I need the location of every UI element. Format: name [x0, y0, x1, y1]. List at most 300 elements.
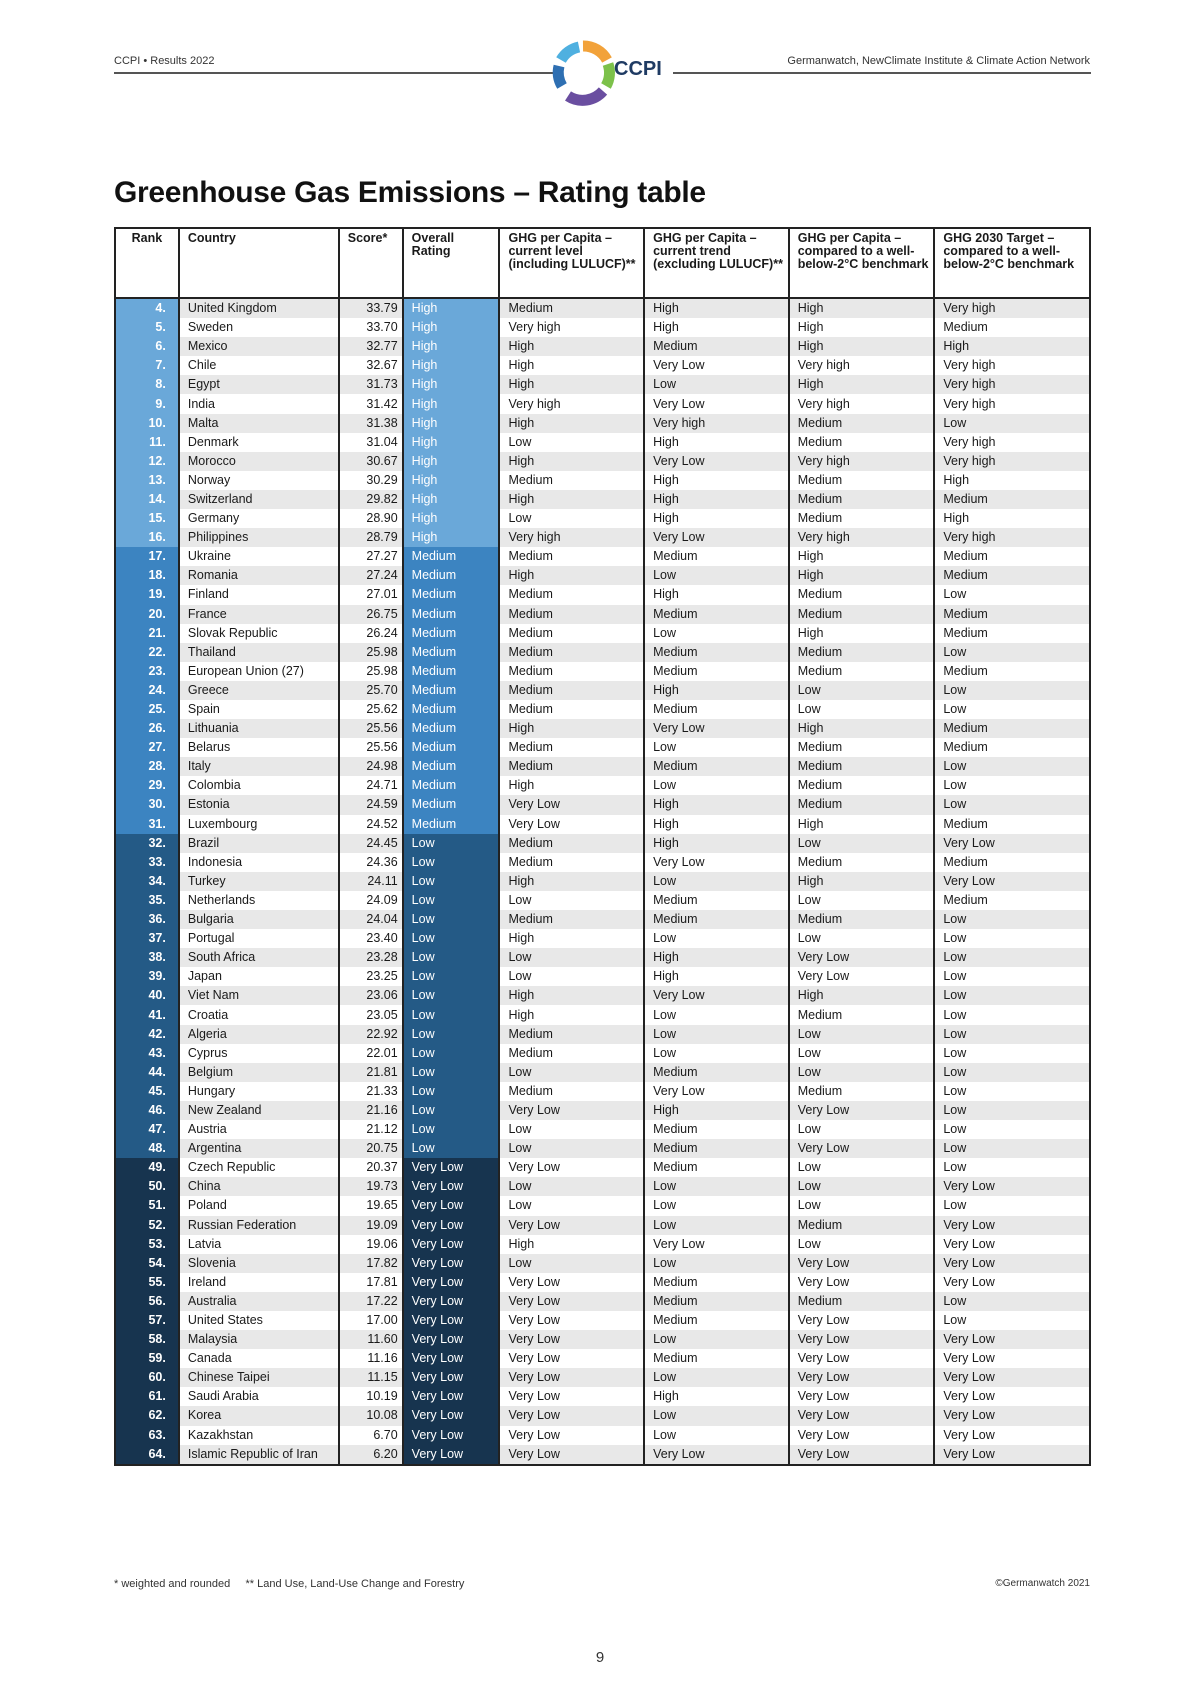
ghg-2030-target-cell: Low	[934, 1005, 1090, 1024]
country-cell: Belarus	[179, 738, 339, 757]
ghg-2030-target-cell: Very Low	[934, 1368, 1090, 1387]
ghg-current-trend-cell: Medium	[644, 1063, 789, 1082]
table-row	[115, 1235, 1090, 1254]
rank-cell: 29.	[115, 776, 179, 795]
table-row	[115, 298, 1090, 318]
rank-cell: 55.	[115, 1273, 179, 1292]
score-cell: 23.25	[339, 967, 403, 986]
score-cell: 25.56	[339, 719, 403, 738]
ghg-2030-target-cell: Low	[934, 414, 1090, 433]
overall-rating-cell: Medium	[403, 795, 500, 814]
overall-rating-cell: Medium	[403, 681, 500, 700]
ghg-2030-target-cell: Low	[934, 776, 1090, 795]
ghg-2030-target-cell: Medium	[934, 738, 1090, 757]
overall-rating-cell: Very Low	[403, 1311, 500, 1330]
ghg-current-trend-cell: Medium	[644, 547, 789, 566]
country-cell: India	[179, 394, 339, 413]
rank-cell: 16.	[115, 528, 179, 547]
ghg-current-level-cell: Low	[499, 509, 644, 528]
ghg-current-trend-cell: Low	[644, 776, 789, 795]
overall-rating-cell: Very Low	[403, 1254, 500, 1273]
table-row	[115, 1387, 1090, 1406]
ghg-current-trend-cell: Medium	[644, 1292, 789, 1311]
overall-rating-cell: Low	[403, 948, 500, 967]
overall-rating-cell: Medium	[403, 643, 500, 662]
country-cell: Australia	[179, 1292, 339, 1311]
table-row	[115, 776, 1090, 795]
rank-cell: 62.	[115, 1406, 179, 1425]
country-cell: Finland	[179, 585, 339, 604]
country-cell: Kazakhstan	[179, 1426, 339, 1445]
country-cell: China	[179, 1177, 339, 1196]
country-cell: Luxembourg	[179, 815, 339, 834]
ghg-current-level-cell: High	[499, 490, 644, 509]
ghg-benchmark-cell: Medium	[789, 1292, 935, 1311]
ghg-current-level-cell: Low	[499, 433, 644, 452]
ghg-current-trend-cell: High	[644, 795, 789, 814]
ghg-current-level-cell: Very Low	[499, 1387, 644, 1406]
ghg-2030-target-cell: Low	[934, 681, 1090, 700]
ghg-current-level-cell: Medium	[499, 298, 644, 318]
table-row	[115, 1044, 1090, 1063]
overall-rating-cell: Medium	[403, 662, 500, 681]
rank-cell: 37.	[115, 929, 179, 948]
ghg-2030-target-cell: Very Low	[934, 872, 1090, 891]
overall-rating-cell: Low	[403, 1044, 500, 1063]
overall-rating-cell: Medium	[403, 585, 500, 604]
score-cell: 24.09	[339, 891, 403, 910]
overall-rating-cell: Very Low	[403, 1349, 500, 1368]
ghg-benchmark-cell: High	[789, 624, 935, 643]
rank-cell: 33.	[115, 853, 179, 872]
ghg-current-trend-cell: Medium	[644, 605, 789, 624]
score-cell: 10.19	[339, 1387, 403, 1406]
score-cell: 31.42	[339, 394, 403, 413]
score-cell: 32.67	[339, 356, 403, 375]
table-row	[115, 853, 1090, 872]
col-header-ghg-current-level: GHG per Capita – current level (including LULUCF)**	[499, 228, 644, 298]
table-row	[115, 815, 1090, 834]
ghg-benchmark-cell: High	[789, 298, 935, 318]
country-cell: New Zealand	[179, 1101, 339, 1120]
score-cell: 23.05	[339, 1005, 403, 1024]
ghg-benchmark-cell: Medium	[789, 471, 935, 490]
ghg-benchmark-cell: Medium	[789, 738, 935, 757]
country-cell: European Union (27)	[179, 662, 339, 681]
table-row	[115, 624, 1090, 643]
ghg-2030-target-cell: Very high	[934, 375, 1090, 394]
score-cell: 21.12	[339, 1120, 403, 1139]
table-row	[115, 337, 1090, 356]
overall-rating-cell: High	[403, 414, 500, 433]
ghg-current-level-cell: Very high	[499, 528, 644, 547]
ghg-benchmark-cell: Medium	[789, 910, 935, 929]
ghg-benchmark-cell: Medium	[789, 605, 935, 624]
overall-rating-cell: Low	[403, 910, 500, 929]
table-row	[115, 547, 1090, 566]
rank-cell: 54.	[115, 1254, 179, 1273]
ghg-current-level-cell: High	[499, 452, 644, 471]
ghg-2030-target-cell: Medium	[934, 719, 1090, 738]
overall-rating-cell: High	[403, 528, 500, 547]
ghg-current-trend-cell: Low	[644, 738, 789, 757]
overall-rating-cell: Low	[403, 1063, 500, 1082]
country-cell: South Africa	[179, 948, 339, 967]
score-cell: 24.52	[339, 815, 403, 834]
score-cell: 19.09	[339, 1216, 403, 1235]
ghg-2030-target-cell: Medium	[934, 853, 1090, 872]
ghg-current-level-cell: Medium	[499, 585, 644, 604]
ghg-current-level-cell: Medium	[499, 834, 644, 853]
ghg-current-level-cell: Low	[499, 891, 644, 910]
ghg-benchmark-cell: Low	[789, 1158, 935, 1177]
table-row	[115, 414, 1090, 433]
ghg-benchmark-cell: Very Low	[789, 1368, 935, 1387]
country-cell: Latvia	[179, 1235, 339, 1254]
country-cell: Chile	[179, 356, 339, 375]
overall-rating-cell: Low	[403, 834, 500, 853]
overall-rating-cell: Very Low	[403, 1426, 500, 1445]
table-body	[115, 298, 1090, 1465]
ghg-benchmark-cell: Medium	[789, 1216, 935, 1235]
ghg-2030-target-cell: Low	[934, 1196, 1090, 1215]
ghg-current-trend-cell: Medium	[644, 700, 789, 719]
ghg-current-trend-cell: Medium	[644, 1139, 789, 1158]
rank-cell: 5.	[115, 318, 179, 337]
rank-cell: 47.	[115, 1120, 179, 1139]
score-cell: 21.16	[339, 1101, 403, 1120]
col-header-overall-rating: Overall Rating	[403, 228, 500, 298]
country-cell: Malta	[179, 414, 339, 433]
ghg-benchmark-cell: Very Low	[789, 1139, 935, 1158]
ghg-current-level-cell: Very Low	[499, 1216, 644, 1235]
table-header-row	[115, 228, 1090, 298]
score-cell: 19.06	[339, 1235, 403, 1254]
score-cell: 27.24	[339, 566, 403, 585]
table-row	[115, 1120, 1090, 1139]
ghg-benchmark-cell: High	[789, 815, 935, 834]
ghg-current-level-cell: Medium	[499, 1082, 644, 1101]
ghg-current-level-cell: High	[499, 375, 644, 394]
ghg-benchmark-cell: Low	[789, 1120, 935, 1139]
table-row	[115, 605, 1090, 624]
ghg-current-level-cell: Medium	[499, 662, 644, 681]
ghg-current-trend-cell: High	[644, 815, 789, 834]
ghg-2030-target-cell: Low	[934, 700, 1090, 719]
ghg-benchmark-cell: Low	[789, 1063, 935, 1082]
ghg-current-trend-cell: Low	[644, 1330, 789, 1349]
country-cell: Philippines	[179, 528, 339, 547]
rank-cell: 46.	[115, 1101, 179, 1120]
ghg-current-trend-cell: Very Low	[644, 1235, 789, 1254]
header-divider-left	[114, 72, 559, 74]
overall-rating-cell: Medium	[403, 566, 500, 585]
ghg-current-level-cell: High	[499, 776, 644, 795]
ghg-current-trend-cell: High	[644, 509, 789, 528]
overall-rating-cell: Medium	[403, 815, 500, 834]
ghg-current-level-cell: Low	[499, 1177, 644, 1196]
ghg-benchmark-cell: Medium	[789, 662, 935, 681]
rank-cell: 42.	[115, 1025, 179, 1044]
ghg-current-trend-cell: Very high	[644, 414, 789, 433]
score-cell: 11.15	[339, 1368, 403, 1387]
overall-rating-cell: High	[403, 394, 500, 413]
table-row	[115, 1082, 1090, 1101]
table-row	[115, 1368, 1090, 1387]
ghg-benchmark-cell: Low	[789, 1235, 935, 1254]
country-cell: Mexico	[179, 337, 339, 356]
ghg-current-trend-cell: High	[644, 1101, 789, 1120]
rank-cell: 19.	[115, 585, 179, 604]
country-cell: United States	[179, 1311, 339, 1330]
ghg-benchmark-cell: High	[789, 719, 935, 738]
ghg-2030-target-cell: High	[934, 471, 1090, 490]
rank-cell: 34.	[115, 872, 179, 891]
ghg-2030-target-cell: Very Low	[934, 1177, 1090, 1196]
ghg-2030-target-cell: Medium	[934, 566, 1090, 585]
ghg-current-level-cell: Medium	[499, 757, 644, 776]
table-row	[115, 967, 1090, 986]
overall-rating-cell: Medium	[403, 700, 500, 719]
ghg-2030-target-cell: Medium	[934, 547, 1090, 566]
ghg-current-level-cell: High	[499, 1235, 644, 1254]
table-row	[115, 433, 1090, 452]
ghg-current-level-cell: Medium	[499, 853, 644, 872]
ghg-current-trend-cell: Medium	[644, 910, 789, 929]
ghg-current-level-cell: Very Low	[499, 1445, 644, 1465]
ghg-current-level-cell: Low	[499, 967, 644, 986]
score-cell: 27.27	[339, 547, 403, 566]
country-cell: Korea	[179, 1406, 339, 1425]
rank-cell: 26.	[115, 719, 179, 738]
ghg-2030-target-cell: Low	[934, 1101, 1090, 1120]
overall-rating-cell: Low	[403, 1101, 500, 1120]
ghg-2030-target-cell: Very high	[934, 356, 1090, 375]
ghg-current-level-cell: Very high	[499, 394, 644, 413]
country-cell: Russian Federation	[179, 1216, 339, 1235]
ghg-2030-target-cell: Low	[934, 929, 1090, 948]
ghg-2030-target-cell: Low	[934, 1311, 1090, 1330]
score-cell: 32.77	[339, 337, 403, 356]
score-cell: 21.33	[339, 1082, 403, 1101]
score-cell: 11.16	[339, 1349, 403, 1368]
table-row	[115, 471, 1090, 490]
table-row	[115, 1273, 1090, 1292]
score-cell: 23.28	[339, 948, 403, 967]
overall-rating-cell: Low	[403, 872, 500, 891]
table-row	[115, 1445, 1090, 1465]
ghg-2030-target-cell: Very Low	[934, 1387, 1090, 1406]
country-cell: Sweden	[179, 318, 339, 337]
col-header-ghg-benchmark: GHG per Capita – compared to a well-below-2°C benchmark	[789, 228, 935, 298]
score-cell: 6.20	[339, 1445, 403, 1465]
ghg-2030-target-cell: Low	[934, 795, 1090, 814]
ghg-current-trend-cell: High	[644, 834, 789, 853]
rank-cell: 52.	[115, 1216, 179, 1235]
ghg-2030-target-cell: Very high	[934, 298, 1090, 318]
ghg-current-level-cell: Medium	[499, 547, 644, 566]
country-cell: Algeria	[179, 1025, 339, 1044]
ghg-benchmark-cell: High	[789, 986, 935, 1005]
overall-rating-cell: Medium	[403, 738, 500, 757]
ghg-current-trend-cell: Very Low	[644, 394, 789, 413]
country-cell: Greece	[179, 681, 339, 700]
col-header-ghg-2030-target: GHG 2030 Target – compared to a well-below-2°C benchmark	[934, 228, 1090, 298]
score-cell: 24.36	[339, 853, 403, 872]
score-cell: 25.70	[339, 681, 403, 700]
ghg-current-level-cell: Low	[499, 1063, 644, 1082]
ghg-benchmark-cell: High	[789, 375, 935, 394]
ghg-2030-target-cell: Low	[934, 948, 1090, 967]
ghg-current-trend-cell: Low	[644, 1216, 789, 1235]
ghg-2030-target-cell: Very Low	[934, 1406, 1090, 1425]
ghg-2030-target-cell: Medium	[934, 605, 1090, 624]
ghg-current-level-cell: Very Low	[499, 815, 644, 834]
ghg-current-trend-cell: Low	[644, 566, 789, 585]
ghg-current-trend-cell: Low	[644, 1254, 789, 1273]
table-row	[115, 834, 1090, 853]
ghg-current-level-cell: High	[499, 337, 644, 356]
ghg-benchmark-cell: Low	[789, 1044, 935, 1063]
ghg-current-level-cell: High	[499, 566, 644, 585]
country-cell: Croatia	[179, 1005, 339, 1024]
ghg-current-level-cell: Very Low	[499, 1406, 644, 1425]
ghg-current-level-cell: High	[499, 356, 644, 375]
overall-rating-cell: Low	[403, 967, 500, 986]
country-cell: Saudi Arabia	[179, 1387, 339, 1406]
score-cell: 24.04	[339, 910, 403, 929]
rank-cell: 18.	[115, 566, 179, 585]
overall-rating-cell: High	[403, 509, 500, 528]
rank-cell: 10.	[115, 414, 179, 433]
overall-rating-cell: High	[403, 433, 500, 452]
ghg-current-level-cell: Very Low	[499, 1349, 644, 1368]
ghg-current-level-cell: High	[499, 986, 644, 1005]
page-title: Greenhouse Gas Emissions – Rating table	[114, 176, 706, 209]
score-cell: 17.22	[339, 1292, 403, 1311]
table-row	[115, 757, 1090, 776]
ghg-2030-target-cell: High	[934, 509, 1090, 528]
country-cell: Bulgaria	[179, 910, 339, 929]
overall-rating-cell: High	[403, 318, 500, 337]
ghg-2030-target-cell: Low	[934, 1082, 1090, 1101]
country-cell: Czech Republic	[179, 1158, 339, 1177]
country-cell: Ukraine	[179, 547, 339, 566]
ghg-benchmark-cell: Medium	[789, 757, 935, 776]
ghg-current-trend-cell: High	[644, 1387, 789, 1406]
col-header-score: Score*	[339, 228, 403, 298]
ghg-benchmark-cell: Very high	[789, 452, 935, 471]
ghg-benchmark-cell: High	[789, 337, 935, 356]
score-cell: 6.70	[339, 1426, 403, 1445]
ghg-current-level-cell: Medium	[499, 910, 644, 929]
ghg-benchmark-cell: Medium	[789, 1082, 935, 1101]
score-cell: 17.82	[339, 1254, 403, 1273]
overall-rating-cell: Medium	[403, 547, 500, 566]
rank-cell: 9.	[115, 394, 179, 413]
country-cell: Cyprus	[179, 1044, 339, 1063]
ghg-current-trend-cell: Medium	[644, 643, 789, 662]
ghg-benchmark-cell: Very Low	[789, 1349, 935, 1368]
score-cell: 19.65	[339, 1196, 403, 1215]
ghg-current-trend-cell: Medium	[644, 662, 789, 681]
ghg-current-level-cell: Very Low	[499, 1426, 644, 1445]
ghg-current-trend-cell: Very Low	[644, 1445, 789, 1465]
table-row	[115, 1216, 1090, 1235]
ghg-current-trend-cell: Low	[644, 1005, 789, 1024]
header-left-text: CCPI • Results 2022	[114, 55, 215, 67]
rank-cell: 50.	[115, 1177, 179, 1196]
table-row	[115, 795, 1090, 814]
ghg-current-level-cell: High	[499, 929, 644, 948]
country-cell: Colombia	[179, 776, 339, 795]
ghg-current-trend-cell: Low	[644, 624, 789, 643]
table-row	[115, 1426, 1090, 1445]
ghg-benchmark-cell: Medium	[789, 414, 935, 433]
ghg-benchmark-cell: Very high	[789, 528, 935, 547]
overall-rating-cell: High	[403, 375, 500, 394]
rank-cell: 25.	[115, 700, 179, 719]
overall-rating-cell: Medium	[403, 719, 500, 738]
score-cell: 10.08	[339, 1406, 403, 1425]
ghg-2030-target-cell: Very high	[934, 433, 1090, 452]
col-header-rank: Rank	[115, 228, 179, 298]
rank-cell: 38.	[115, 948, 179, 967]
ghg-current-level-cell: Very Low	[499, 1292, 644, 1311]
score-cell: 17.81	[339, 1273, 403, 1292]
ghg-current-level-cell: Medium	[499, 643, 644, 662]
ghg-current-level-cell: High	[499, 1005, 644, 1024]
table-row	[115, 1406, 1090, 1425]
ghg-benchmark-cell: Low	[789, 891, 935, 910]
ccpi-logo-icon	[548, 38, 618, 108]
country-cell: Lithuania	[179, 719, 339, 738]
overall-rating-cell: Low	[403, 986, 500, 1005]
table-row	[115, 452, 1090, 471]
rank-cell: 39.	[115, 967, 179, 986]
ghg-current-level-cell: High	[499, 414, 644, 433]
ghg-2030-target-cell: Very Low	[934, 1273, 1090, 1292]
overall-rating-cell: Low	[403, 1005, 500, 1024]
overall-rating-cell: High	[403, 471, 500, 490]
country-cell: Chinese Taipei	[179, 1368, 339, 1387]
country-cell: Brazil	[179, 834, 339, 853]
ghg-2030-target-cell: Low	[934, 1025, 1090, 1044]
ghg-current-trend-cell: Medium	[644, 757, 789, 776]
score-cell: 25.98	[339, 662, 403, 681]
rank-cell: 27.	[115, 738, 179, 757]
overall-rating-cell: Medium	[403, 757, 500, 776]
ghg-current-level-cell: Low	[499, 1120, 644, 1139]
logo-text: CCPI	[614, 58, 662, 80]
rank-cell: 28.	[115, 757, 179, 776]
score-cell: 11.60	[339, 1330, 403, 1349]
overall-rating-cell: Medium	[403, 776, 500, 795]
ghg-current-trend-cell: High	[644, 948, 789, 967]
ghg-2030-target-cell: Very Low	[934, 1235, 1090, 1254]
country-cell: Norway	[179, 471, 339, 490]
ghg-current-trend-cell: Medium	[644, 1120, 789, 1139]
score-cell: 24.98	[339, 757, 403, 776]
ghg-2030-target-cell: Medium	[934, 318, 1090, 337]
score-cell: 22.01	[339, 1044, 403, 1063]
ghg-2030-target-cell: Low	[934, 986, 1090, 1005]
overall-rating-cell: High	[403, 356, 500, 375]
rank-cell: 44.	[115, 1063, 179, 1082]
ghg-benchmark-cell: Very Low	[789, 1330, 935, 1349]
ghg-current-trend-cell: Medium	[644, 1158, 789, 1177]
rank-cell: 64.	[115, 1445, 179, 1465]
